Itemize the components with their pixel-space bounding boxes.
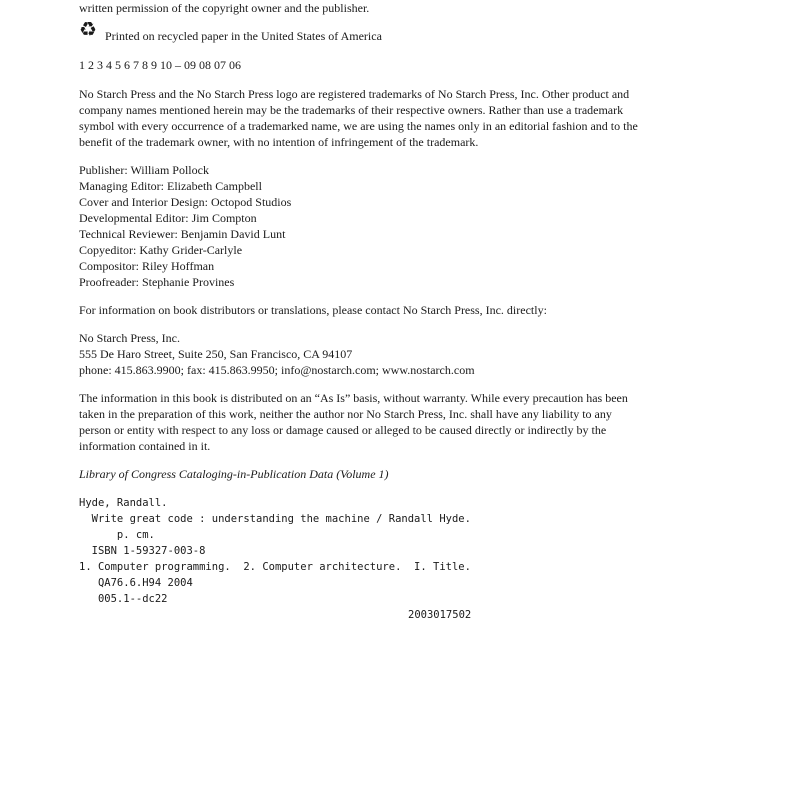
credit-line: Copyeditor: Kathy Grider-Carlyle bbox=[79, 243, 243, 257]
printing-number-line: 1 2 3 4 5 6 7 8 9 10 – 09 08 07 06 bbox=[79, 58, 241, 72]
cip-line: p. cm. bbox=[79, 529, 155, 541]
disclaimer-line: information contained in it. bbox=[79, 439, 211, 453]
printed-line: Printed on recycled paper in the United States of America bbox=[105, 29, 382, 43]
disclaimer-line: person or entity with respect to any loss or damage caused or alleged to be caused directly or indirectly by the bbox=[79, 423, 607, 437]
cip-line: Hyde, Randall. bbox=[79, 497, 168, 509]
credit-line: Cover and Interior Design: Octopod Studios bbox=[79, 195, 292, 209]
credit-line: Compositor: Riley Hoffman bbox=[79, 259, 215, 273]
cip-line: ISBN 1-59327-003-8 bbox=[79, 545, 206, 557]
trademark-line: benefit of the trademark owner, with no intention of infringement of the trademark. bbox=[79, 135, 479, 149]
cip-line: 005.1--dc22 bbox=[79, 593, 168, 605]
address-line: phone: 415.863.9900; fax: 415.863.9950; info@nostarch.com; www.nostarch.com bbox=[79, 363, 475, 377]
disclaimer-line: The information in this book is distributed on an “As Is” basis, without warranty. While every precaution has been bbox=[79, 391, 628, 405]
credit-line: Technical Reviewer: Benjamin David Lunt bbox=[79, 227, 286, 241]
cip-line: Write great code : understanding the machine / Randall Hyde. bbox=[79, 513, 471, 525]
address-line: No Starch Press, Inc. bbox=[79, 331, 180, 345]
cip-line: QA76.6.H94 2004 bbox=[79, 577, 193, 589]
permission-line: written permission of the copyright owner and the publisher. bbox=[79, 1, 370, 15]
credit-line: Proofreader: Stephanie Provines bbox=[79, 275, 235, 289]
cip-line: 1. Computer programming. 2. Computer architecture. I. Title. bbox=[79, 561, 471, 573]
credit-line: Publisher: William Pollock bbox=[79, 163, 209, 177]
contact-intro: For information on book distributors or translations, please contact No Starch Press, Inc. directly: bbox=[79, 303, 547, 317]
credit-line: Developmental Editor: Jim Compton bbox=[79, 211, 257, 225]
cip-control-number: 2003017502 bbox=[408, 609, 472, 621]
trademark-line: symbol with every occurrence of a trademarked name, we are using the names only in an editorial fashion and to the bbox=[79, 119, 638, 133]
credit-line: Managing Editor: Elizabeth Campbell bbox=[79, 179, 262, 193]
trademark-line: company names mentioned herein may be the trademarks of their respective owners. Rather than use a trademark bbox=[79, 103, 624, 117]
trademark-line: No Starch Press and the No Starch Press logo are registered trademarks of No Starch Press, Inc. Other product and bbox=[79, 87, 630, 101]
recycle-icon: ♻ bbox=[79, 17, 97, 41]
address-line: 555 De Haro Street, Suite 250, San Francisco, CA 94107 bbox=[79, 347, 353, 361]
disclaimer-line: taken in the preparation of this work, neither the author nor No Starch Press, Inc. shall have any liability to any bbox=[79, 407, 612, 421]
cip-heading: Library of Congress Cataloging-in-Publication Data (Volume 1) bbox=[79, 467, 389, 481]
